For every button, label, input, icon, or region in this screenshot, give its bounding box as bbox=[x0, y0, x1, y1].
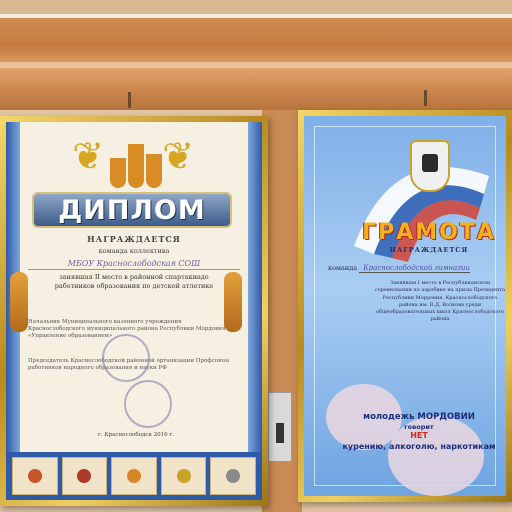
sport-tile bbox=[62, 457, 108, 495]
diploma-city-date: г. Краснослободск 2016 г. bbox=[97, 432, 175, 438]
tassel-icon bbox=[10, 272, 28, 332]
ceiling-strip bbox=[0, 0, 512, 14]
diploma-footer-left-2: Председатель Краснослободской районной организации Профсоюза работников народного образования и науки РФ bbox=[28, 358, 230, 372]
laurel-icon: ❦ bbox=[72, 134, 104, 178]
sport-tile bbox=[161, 457, 207, 495]
slogan-line-4: курению, алкоголю, наркотикам bbox=[342, 441, 496, 451]
wall-socket bbox=[268, 392, 292, 462]
hanging-nail-left bbox=[128, 92, 131, 108]
diploma-team-label: команда коллектива bbox=[98, 246, 170, 255]
gramota-body: Занявшая I место в Республиканском соревновании по аэробике на призы Президента Республики Мордовия, Краснослободского района им. В.Д. Волкова среди общеобразовательных школ Краснослободского района bbox=[374, 280, 506, 323]
diploma-footer-left: Начальник Муниципального казенного учреждения Краснослободского муниципального района Республики Мордовия «Управление образованием» bbox=[28, 318, 226, 340]
gramota-certificate bbox=[304, 116, 506, 496]
diploma-organisation-line: работников образования по детской атлетике bbox=[54, 282, 214, 291]
emblem-core bbox=[422, 154, 438, 172]
diploma-border-right bbox=[248, 122, 262, 500]
wood-rail bbox=[0, 18, 512, 110]
diploma-awarded-label: НАГРАЖДАЕТСЯ bbox=[87, 234, 181, 244]
trophy-icon bbox=[128, 144, 144, 188]
diploma-frame bbox=[0, 116, 268, 506]
gramota-team-name: Краснослободской гимназии bbox=[359, 264, 470, 273]
gramota-slogan bbox=[334, 412, 504, 452]
gramota-team-line bbox=[328, 264, 504, 272]
gramota-title: ГРАМОТА bbox=[362, 220, 496, 245]
sport-tile bbox=[210, 457, 256, 495]
sport-tile bbox=[111, 457, 157, 495]
coat-of-arms-icon bbox=[410, 140, 450, 192]
stamp-seal bbox=[102, 334, 150, 382]
diploma-place-line: занявшая II место в районной спартакиаде bbox=[59, 273, 209, 282]
laurel-icon: ❦ bbox=[162, 134, 194, 178]
gramota-frame bbox=[298, 110, 512, 502]
trophy-icon bbox=[110, 158, 126, 188]
stamp-seal bbox=[124, 380, 172, 428]
diploma-sports-strip bbox=[6, 452, 262, 500]
slogan-line-3: НЕТ bbox=[410, 431, 428, 441]
diploma-title: ДИПЛОМ bbox=[58, 194, 206, 226]
socket-slot bbox=[276, 423, 284, 443]
gramota-awarded-label: НАГРАЖДАЕТСЯ bbox=[389, 246, 469, 254]
diploma-title-banner bbox=[32, 192, 232, 228]
gramota-team-label: команда bbox=[328, 264, 358, 272]
sport-tile bbox=[12, 457, 58, 495]
diploma-certificate bbox=[6, 122, 262, 500]
slogan-line-1: молодежь МОРДОВИИ bbox=[363, 412, 475, 422]
diploma-team-name: МБОУ Краснослободская СОШ bbox=[28, 259, 240, 271]
hanging-nail-right bbox=[424, 90, 427, 106]
slogan-line-2: говорит bbox=[404, 423, 434, 432]
